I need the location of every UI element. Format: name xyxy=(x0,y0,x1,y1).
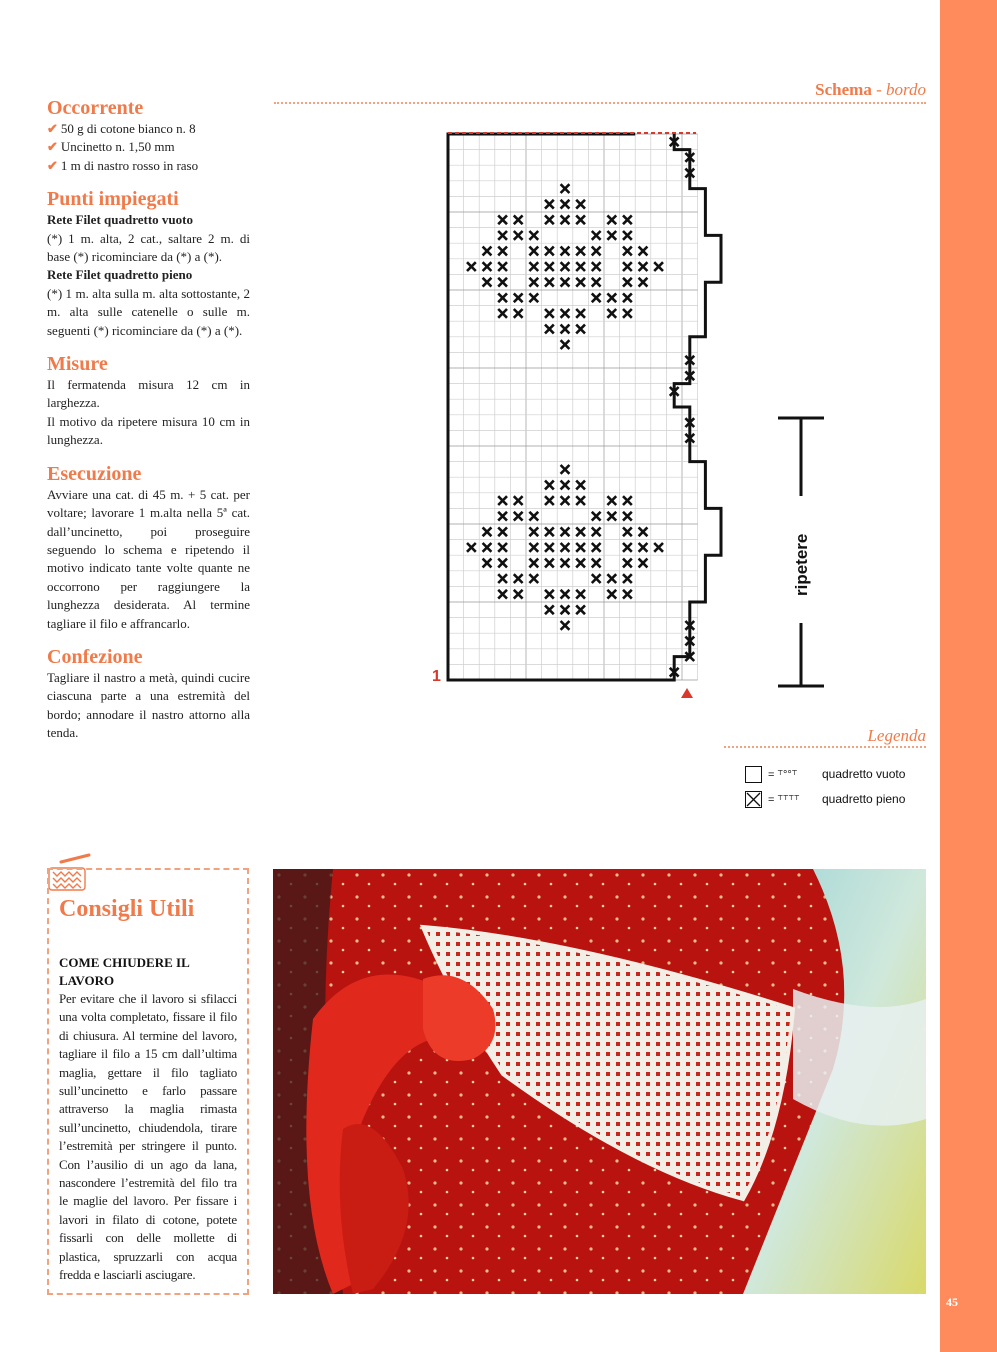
occorrente-title: Occorrente xyxy=(47,97,144,119)
page-number: 45 xyxy=(946,1295,958,1309)
filled-cell xyxy=(561,262,570,271)
filled-cell xyxy=(529,527,538,536)
filled-cell xyxy=(498,543,507,552)
filled-cell xyxy=(576,309,585,318)
filled-cell xyxy=(623,543,632,552)
filled-cell xyxy=(561,465,570,474)
filled-cell xyxy=(576,605,585,614)
filled-cell xyxy=(639,527,648,536)
filled-cell xyxy=(561,278,570,287)
filled-cell xyxy=(545,605,554,614)
filled-cell xyxy=(576,496,585,505)
filled-cell xyxy=(561,605,570,614)
filled-cell xyxy=(514,215,523,224)
legend-symbol: = ⸆⸆⸆⸆ xyxy=(768,793,800,806)
esecuzione-title: Esecuzione xyxy=(47,462,142,485)
filled-cell xyxy=(576,262,585,271)
filled-cell xyxy=(607,496,616,505)
filled-cell xyxy=(576,590,585,599)
filled-cell xyxy=(561,309,570,318)
filled-cell xyxy=(467,262,476,271)
filled-cell xyxy=(498,574,507,583)
filled-cell xyxy=(545,215,554,224)
filled-cell xyxy=(561,325,570,334)
filled-cell xyxy=(483,527,492,536)
filled-cell xyxy=(498,309,507,318)
filled-cell xyxy=(561,184,570,193)
punti-title: Punti impiegati xyxy=(47,188,179,211)
filled-cell xyxy=(576,481,585,490)
filled-cell xyxy=(623,278,632,287)
filled-cell xyxy=(623,309,632,318)
filled-cell xyxy=(498,293,507,302)
side-accent-bar xyxy=(940,0,997,1352)
filled-cell xyxy=(576,543,585,552)
vuoto-text: (*) 1 m. alta, 2 cat., saltare 2 m. di base (*) ricominciare da (*) a (*). xyxy=(47,230,250,265)
filled-cell xyxy=(623,231,632,240)
check-icon: ✔ xyxy=(47,121,58,136)
filled-cell xyxy=(561,543,570,552)
filled-cell xyxy=(623,215,632,224)
list-item: ✔ 50 g di cotone bianco n. 8 xyxy=(47,121,196,136)
filled-cell xyxy=(498,215,507,224)
filled-cell xyxy=(514,574,523,583)
filled-cell xyxy=(498,247,507,256)
filled-cell xyxy=(576,200,585,209)
instructions-column xyxy=(47,96,250,743)
check-icon: ✔ xyxy=(47,139,58,155)
pieno-text: (*) 1 m. alta sulla m. alta sottostante, 2 m. alta sulle catenelle o sulle m. seguenti (*) ricominciare da (*) a (*). xyxy=(47,285,250,338)
filled-cell xyxy=(514,309,523,318)
photo-illustration xyxy=(273,869,926,1294)
filled-cell xyxy=(623,512,632,521)
filled-cell xyxy=(607,574,616,583)
legend-item-empty xyxy=(745,765,905,783)
misure-text-2: Il motivo da ripetere misura 10 cm in lunghezza. xyxy=(47,413,250,448)
filled-cell xyxy=(514,293,523,302)
filled-cell xyxy=(654,543,663,552)
list-item: ✔ Uncinetto n. 1,50 mm xyxy=(47,139,175,155)
filled-cell xyxy=(545,496,554,505)
filled-cell xyxy=(545,527,554,536)
filled-cell xyxy=(623,559,632,568)
filled-cell xyxy=(592,559,601,568)
filled-cell xyxy=(545,262,554,271)
filled-cell xyxy=(498,278,507,287)
occorrente-list xyxy=(47,120,250,175)
filled-cell xyxy=(623,574,632,583)
filled-cell xyxy=(623,262,632,271)
chart-grid xyxy=(448,134,698,680)
filled-cell xyxy=(514,590,523,599)
misure-title: Misure xyxy=(47,353,108,376)
filled-cell xyxy=(529,278,538,287)
filled-cell xyxy=(561,496,570,505)
filled-cell xyxy=(529,262,538,271)
filled-cell xyxy=(561,340,570,349)
filled-cell xyxy=(623,527,632,536)
filled-cell xyxy=(592,512,601,521)
filled-cell xyxy=(498,590,507,599)
legend-symbol: = ⸆°°⸆ xyxy=(768,768,798,781)
filled-cell xyxy=(607,293,616,302)
filled-cell xyxy=(529,574,538,583)
filled-cell xyxy=(592,231,601,240)
filled-cell xyxy=(498,559,507,568)
filled-cell xyxy=(561,527,570,536)
list-item: ✔ 1 m di nastro rosso in raso xyxy=(47,157,199,173)
confezione-title: Confezione xyxy=(47,645,143,668)
filled-cell xyxy=(545,481,554,490)
check-icon: ✔ xyxy=(47,157,58,173)
consigli-box xyxy=(47,868,249,1295)
filled-cell xyxy=(639,543,648,552)
filled-cell xyxy=(561,559,570,568)
filled-cell xyxy=(514,496,523,505)
filled-cell xyxy=(607,512,616,521)
filled-cell xyxy=(592,574,601,583)
filled-cell xyxy=(529,231,538,240)
filled-cell xyxy=(576,325,585,334)
filled-cell xyxy=(592,543,601,552)
filled-cell xyxy=(561,215,570,224)
filled-cell xyxy=(545,247,554,256)
chart-filled-cells xyxy=(467,137,694,676)
consigli-subtitle: COME CHIUDERE IL LAVORO xyxy=(59,955,190,988)
filled-cell xyxy=(561,481,570,490)
filled-cell xyxy=(498,262,507,271)
filled-cell xyxy=(514,231,523,240)
pieno-title: Rete Filet quadretto pieno xyxy=(47,267,193,283)
legend-item-filled xyxy=(745,790,905,808)
filled-cell xyxy=(561,621,570,630)
filled-cell xyxy=(639,247,648,256)
filled-cell xyxy=(545,559,554,568)
filled-cell xyxy=(576,215,585,224)
filled-cell xyxy=(561,590,570,599)
row-start-label: 1 xyxy=(432,668,441,685)
filled-cell xyxy=(576,278,585,287)
empty-square-icon xyxy=(745,766,762,783)
schema-title: Schema - bordo xyxy=(815,80,926,99)
filled-cell xyxy=(529,512,538,521)
filled-cell xyxy=(545,200,554,209)
filet-chart xyxy=(420,128,840,703)
filled-cell xyxy=(545,590,554,599)
start-arrow-icon xyxy=(681,688,693,698)
filled-cell xyxy=(592,527,601,536)
filled-cell xyxy=(498,527,507,536)
filled-cell xyxy=(623,247,632,256)
crossed-square-icon xyxy=(745,791,762,808)
filled-cell xyxy=(592,278,601,287)
filled-cell xyxy=(592,293,601,302)
confezione-text: Tagliare il nastro a metà, quindi cucire ciascuna parte a una estremità del bordo; annodare il nastro attorno alla tenda. xyxy=(47,669,250,741)
filled-cell xyxy=(545,325,554,334)
filled-cell xyxy=(561,200,570,209)
filled-cell xyxy=(592,262,601,271)
filled-cell xyxy=(545,543,554,552)
filled-cell xyxy=(607,231,616,240)
filled-cell xyxy=(483,262,492,271)
consigli-text: Per evitare che il lavoro si sfilacci una volta completato, fissare il filo di chiusura. Al termine del lavoro, tagliare il filo a 15 cm dall’ultima maglia, gettare il filo tagliato sull’uncinetto e farlo passare attraverso la maglia rimasta sull’uncinetto, chiudendola, tirare l’estremità per stringere il punto. Con l’ausilio di un ago da lana, nascondere l’estremità del filo tra le maglie del lavoro. Per fissare i lavori in filato di cotone, potete fissarli con delle mollette di plastica, spruzzarli con acqua fredda e lasciarli asciugare. xyxy=(59,991,237,1283)
filled-cell xyxy=(576,247,585,256)
filled-cell xyxy=(529,247,538,256)
product-photo xyxy=(273,869,926,1294)
filled-cell xyxy=(639,278,648,287)
filled-cell xyxy=(545,309,554,318)
legend-label: quadretto pieno xyxy=(822,792,906,806)
filled-cell xyxy=(607,215,616,224)
schema-header xyxy=(274,78,926,104)
filled-cell xyxy=(561,247,570,256)
filled-cell xyxy=(529,543,538,552)
filled-cell xyxy=(623,496,632,505)
filled-cell xyxy=(639,559,648,568)
filled-cell xyxy=(529,559,538,568)
legenda-header xyxy=(724,724,926,748)
filled-cell xyxy=(623,293,632,302)
filled-cell xyxy=(607,309,616,318)
filled-cell xyxy=(483,278,492,287)
filled-cell xyxy=(576,527,585,536)
filled-cell xyxy=(498,231,507,240)
misure-text-1: Il fermatenda misura 12 cm in larghezza. xyxy=(47,377,250,411)
filled-cell xyxy=(498,512,507,521)
vuoto-title: Rete Filet quadretto vuoto xyxy=(47,212,193,228)
consigli-title: Consigli Utili xyxy=(59,896,195,922)
filled-cell xyxy=(639,262,648,271)
legenda-title: Legenda xyxy=(867,726,926,745)
filled-cell xyxy=(592,247,601,256)
filled-cell xyxy=(483,543,492,552)
filled-cell xyxy=(467,543,476,552)
filled-cell xyxy=(607,590,616,599)
filled-cell xyxy=(623,590,632,599)
legend-label: quadretto vuoto xyxy=(822,767,906,781)
filled-cell xyxy=(483,247,492,256)
filled-cell xyxy=(498,496,507,505)
filled-cell xyxy=(576,559,585,568)
filled-cell xyxy=(529,293,538,302)
filled-cell xyxy=(545,278,554,287)
esecuzione-text: Avviare una cat. di 45 m. + 5 cat. per voltare; lavorare 1 m.alta nella 5ª cat. dall’uncinetto, poi proseguire seguendo lo schema e ripetendo il motivo indicato tante volte quante ne occorrono per raggiungere la lunghezza desiderata. Al termine tagliare il filo e affrancarlo. xyxy=(47,486,250,631)
filled-cell xyxy=(483,559,492,568)
repeat-label: ripetere xyxy=(792,533,811,596)
filled-cell xyxy=(654,262,663,271)
filled-cell xyxy=(514,512,523,521)
